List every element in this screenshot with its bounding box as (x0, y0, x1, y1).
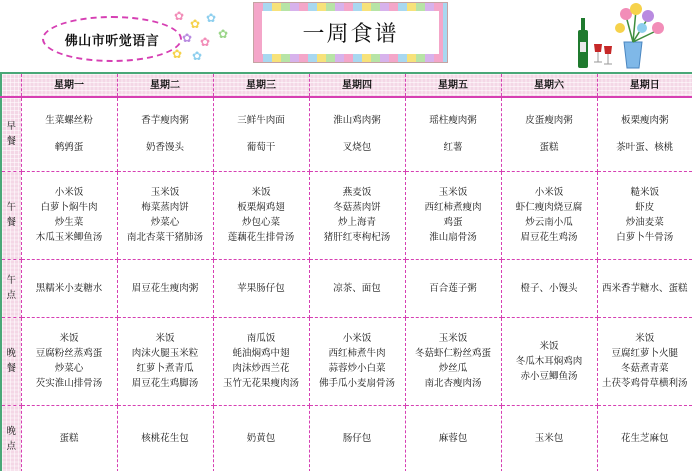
dish-item: 瑶柱瘦肉粥 (429, 115, 477, 127)
lunch-row (1, 171, 692, 259)
meal-label (1, 97, 21, 171)
dinner-row (1, 317, 692, 405)
title-frame (253, 2, 448, 63)
dish-item: 葡萄干 (246, 142, 276, 154)
menu-cell (21, 259, 117, 317)
menu-cell (405, 317, 501, 405)
dish-item: 豆腐红萝卜火腿 (611, 348, 678, 359)
menu-cell (597, 317, 692, 405)
dish-item: 小米饭 (54, 187, 84, 198)
dish-item: 佛手瓜小麦扇骨汤 (318, 378, 395, 389)
menu-cell (213, 259, 309, 317)
meal-label-char: 晚 (6, 425, 16, 437)
dish-item: 肉沫火腿玉米粒 (131, 348, 199, 359)
dish-item: 虾仁瘦肉烧豆腐 (515, 202, 583, 213)
dish-item: 茶叶蛋、核桃 (616, 142, 674, 154)
menu-cell (117, 259, 213, 317)
dish-item: 土茯苓鸡骨草横利汤 (601, 378, 688, 389)
dish-item: 燕麦饭 (342, 187, 372, 198)
dish-item: 炒包心菜 (241, 217, 280, 228)
meal-label-char: 晚 (6, 348, 16, 359)
dish-item: 板栗焖鸡翅 (237, 202, 285, 213)
dish-item: 生菜螺丝粉 (45, 115, 93, 127)
menu-cell (213, 171, 309, 259)
dish-item: 冬菇虾仁粉丝鸡蛋 (414, 348, 491, 359)
dish-item: 皮蛋瘦肉粥 (525, 115, 573, 127)
flower-icon: ✿ (172, 47, 183, 61)
menu-cell (117, 317, 213, 405)
page-header (0, 0, 692, 72)
dish-item: 肉沫炒西兰花 (232, 363, 290, 374)
flower-icon: ✿ (200, 35, 211, 49)
meal-label-char: 午 (6, 275, 16, 286)
dish-item: 米饭 (155, 333, 175, 344)
dish-item: 豆腐粉丝蒸鸡蛋 (35, 348, 103, 359)
dish-item: 小米饭 (342, 333, 372, 344)
dish-item: 蚝油焖鸡中翅 (232, 348, 290, 359)
meal-label-char: 餐 (6, 363, 16, 374)
dish-item: 三鲜牛肉面 (237, 115, 285, 127)
meal-label (1, 317, 21, 405)
day-header-row (1, 73, 692, 97)
meal-label (1, 259, 21, 317)
dish-item: 炒生菜 (54, 217, 84, 228)
dish-item: 莲藕花生排骨汤 (227, 232, 295, 243)
evening-snack-row (1, 405, 692, 471)
menu-cell (405, 259, 501, 317)
dish-item: 红萝卜煮青瓜 (136, 363, 194, 374)
dish-item: 蛋糕 (539, 142, 559, 154)
flower-icon: ✿ (190, 17, 201, 31)
school-name: 佛山市听觉语言 (64, 33, 160, 49)
dish-item: 西红柿煮瘦肉 (424, 202, 482, 213)
dish-item: 奶香馒头 (145, 142, 184, 154)
menu-cell (309, 317, 405, 405)
dish-item: 叉烧包 (342, 142, 372, 154)
afternoon-snack-row (1, 259, 692, 317)
menu-cell (597, 259, 692, 317)
menu-cell (117, 97, 213, 171)
menu-cell (501, 171, 597, 259)
menu-cell (21, 97, 117, 171)
dish-item: 梅菜蒸肉饼 (141, 202, 189, 213)
menu-cell (501, 317, 597, 405)
dish-item: 米饭 (59, 333, 79, 344)
dish-item: 玉竹无花果瘦肉汤 (222, 378, 299, 389)
menu-cell (405, 405, 501, 471)
dish-item: 眉豆花生瘦肉粥 (131, 282, 199, 294)
dish-item: 淮山鸡肉粥 (333, 115, 381, 127)
menu-cell (21, 171, 117, 259)
dish-item: 米饭 (635, 333, 655, 344)
dish-item: 黑糯米小麦糖水 (35, 282, 103, 294)
menu-cell (309, 97, 405, 171)
dish-item: 南北杏瘦肉汤 (424, 378, 482, 389)
menu-cell (405, 97, 501, 171)
dish-item: 西红柿煮牛肉 (328, 348, 386, 359)
dish-item: 奶黄包 (246, 433, 276, 445)
meal-label-char: 点 (6, 290, 16, 301)
dish-item: 百合莲子粥 (429, 282, 477, 294)
flower-icon: ✿ (192, 49, 203, 63)
breakfast-row (1, 97, 692, 171)
flower-decoration-left (168, 8, 238, 66)
dish-item: 猪肝红枣枸杞汤 (323, 232, 391, 243)
day-header: 星期日 (597, 73, 692, 97)
menu-cell (597, 171, 692, 259)
dish-item: 花生芝麻包 (620, 433, 669, 445)
meal-label-char: 午 (6, 202, 16, 213)
dish-item: 米饭 (539, 340, 559, 352)
menu-cell (309, 259, 405, 317)
dish-item: 糙米饭 (630, 187, 659, 198)
dish-item: 淮山扇骨汤 (429, 232, 477, 243)
dish-item: 麻蓉包 (438, 433, 468, 445)
menu-cell (597, 405, 692, 471)
dish-item: 眉豆花生鸡汤 (520, 232, 578, 243)
dish-item: 鹌鹑蛋 (54, 142, 84, 154)
corner-cell (1, 73, 21, 97)
menu-cell (213, 405, 309, 471)
bottle-and-flower-vase-icon (572, 2, 672, 70)
dish-item: 炒云南小瓜 (525, 217, 573, 228)
dish-item: 南瓜饭 (246, 333, 276, 344)
dish-item: 炒油麦菜 (625, 217, 664, 228)
dish-item: 白萝卜牛骨汤 (616, 232, 674, 243)
dish-item: 芡实淮山排骨汤 (35, 378, 103, 389)
dish-item: 香芋瘦肉粥 (141, 115, 189, 127)
day-header: 星期六 (501, 73, 597, 97)
dish-item: 玉米饭 (438, 187, 468, 198)
dish-item: 木瓜玉米鲫鱼汤 (35, 232, 103, 243)
dish-item: 炒菜心 (150, 217, 180, 228)
dish-item: 虾皮 (635, 202, 655, 213)
flower-icon: ✿ (182, 31, 193, 45)
menu-cell (309, 171, 405, 259)
menu-cell (501, 405, 597, 471)
meal-label-char: 点 (6, 440, 16, 452)
dish-item: 赤小豆鲫鱼汤 (520, 370, 578, 382)
dish-item: 核桃花生包 (141, 433, 189, 445)
day-header: 星期三 (213, 73, 309, 97)
menu-cell (597, 97, 692, 171)
dish-item: 红薯 (443, 142, 463, 154)
dish-item: 小米饭 (534, 187, 564, 198)
menu-cell (501, 97, 597, 171)
dish-item: 玉米饭 (438, 333, 468, 344)
dish-item: 冬瓜木耳焖鸡肉 (515, 355, 583, 367)
meal-label-char: 餐 (6, 217, 16, 228)
dish-item: 鸡蛋 (443, 217, 463, 228)
meal-label-char: 餐 (6, 136, 16, 148)
dish-item: 蒜蓉炒小白菜 (328, 363, 386, 374)
dish-item: 肠仔包 (342, 433, 372, 445)
dish-item: 眉豆花生鸡脚汤 (131, 378, 199, 389)
dish-item: 炒菜心 (54, 363, 84, 374)
dish-item: 炒上海青 (337, 217, 376, 228)
dish-item: 炒丝瓜 (438, 363, 468, 374)
menu-cell (21, 317, 117, 405)
menu-cell (501, 259, 597, 317)
dish-item: 蛋糕 (59, 433, 79, 445)
menu-cell (117, 405, 213, 471)
dish-item: 玉米包 (534, 433, 564, 445)
school-name-badge (42, 16, 182, 62)
flower-icon: ✿ (174, 9, 185, 23)
menu-cell (405, 171, 501, 259)
menu-cell (213, 317, 309, 405)
dish-item: 凉茶、面包 (333, 282, 381, 294)
day-header: 星期一 (21, 73, 117, 97)
page-title: 一周食谱 (302, 22, 399, 47)
day-header: 星期五 (405, 73, 501, 97)
dish-item: 冬菇蒸肉饼 (333, 202, 381, 213)
day-header: 星期四 (309, 73, 405, 97)
flower-icon: ✿ (206, 11, 217, 25)
dish-item: 南北杏菜干猪肺汤 (126, 232, 203, 243)
weekly-menu-table (0, 72, 692, 471)
menu-cell (117, 171, 213, 259)
menu-cell (309, 405, 405, 471)
dish-item: 米饭 (251, 187, 271, 198)
dish-item: 白萝卜焖牛肉 (40, 202, 98, 213)
meal-label (1, 405, 21, 471)
meal-label-char: 早 (6, 121, 16, 133)
flower-icon: ✿ (218, 27, 229, 41)
menu-cell (213, 97, 309, 171)
menu-cell (21, 405, 117, 471)
dish-item: 玉米饭 (150, 187, 180, 198)
dish-item: 西米香芋糖水、蛋糕 (601, 282, 688, 294)
dish-item: 苹果肠仔包 (237, 282, 285, 294)
dish-item: 冬菇煮青菜 (620, 363, 669, 374)
dish-item: 板栗瘦肉粥 (620, 115, 669, 127)
day-header: 星期二 (117, 73, 213, 97)
meal-label (1, 171, 21, 259)
dish-item: 橙子、小馒头 (520, 282, 578, 294)
